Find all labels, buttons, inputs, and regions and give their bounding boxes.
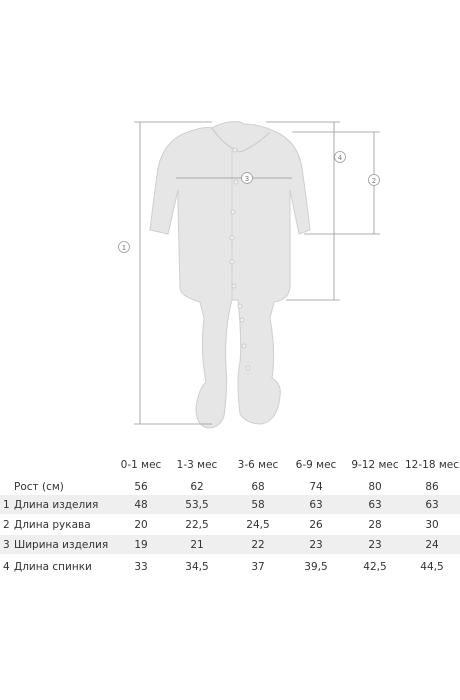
table-cell: 26 [309,519,323,531]
table-cell: 68 [251,481,265,493]
row-label: Рост (см) [14,481,64,493]
table-cell: 63 [368,499,382,511]
table-cell: 22 [251,539,265,551]
column-header: 9-12 мес [351,459,399,471]
table-cell: 23 [309,539,323,551]
table-cell: 53,5 [185,499,209,511]
column-header: 0-1 мес [120,459,162,471]
table-cell: 48 [134,499,148,511]
column-header: 3-6 мес [237,459,279,471]
row-number: 3 [3,539,10,551]
table-cell: 42,5 [363,561,387,573]
marker-2 [369,175,380,186]
table-cell: 24,5 [246,519,270,531]
sleepsuit-body [150,122,310,428]
table-cell: 86 [425,481,439,493]
table-cell: 33 [134,561,148,573]
row-label: Длина спинки [14,561,92,573]
svg-text:4: 4 [337,154,343,162]
svg-text:3: 3 [244,175,250,183]
row-label: Длина изделия [14,499,99,511]
svg-text:1: 1 [121,244,127,252]
column-header: 12-18 мес [404,459,459,471]
sleepsuit-drawing [150,122,310,428]
column-header: 6-9 мес [295,459,337,471]
table-cell: 30 [425,519,439,531]
row-number: 1 [3,499,10,511]
table-cell: 34,5 [185,561,209,573]
table-cell: 19 [134,539,148,551]
table-cell: 44,5 [420,561,444,573]
table-cell: 80 [368,481,382,493]
table-cell: 56 [134,481,148,493]
table-cell: 37 [251,561,265,573]
row-number: 4 [3,561,10,573]
row-label: Длина рукава [14,519,91,531]
table-cell: 39,5 [304,561,328,573]
marker-3 [242,173,253,184]
table-cell: 62 [190,481,204,493]
svg-text:2: 2 [371,177,377,185]
table-cell: 21 [190,539,204,551]
table-cell: 63 [425,499,439,511]
marker-1 [119,242,130,253]
table-cell: 63 [309,499,323,511]
table-cell: 28 [368,519,382,531]
table-cell: 23 [368,539,382,551]
table-cell: 58 [251,499,265,511]
table-cell: 22,5 [185,519,209,531]
row-label: Ширина изделия [14,539,109,551]
table-cell: 24 [425,539,439,551]
table-cell: 74 [309,481,323,493]
marker-4 [335,152,346,163]
table-cell: 20 [134,519,148,531]
column-header: 1-3 мес [176,459,218,471]
row-number: 2 [3,519,10,531]
